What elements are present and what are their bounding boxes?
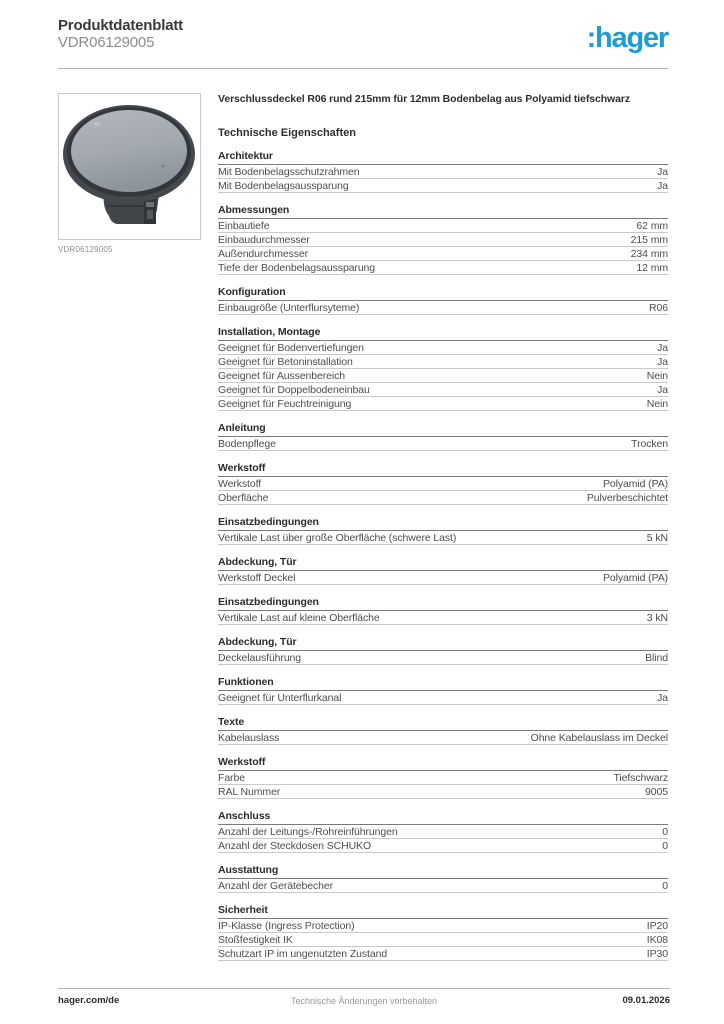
spec-label: Werkstoff Deckel xyxy=(218,571,296,584)
spec-row xyxy=(218,437,668,451)
footer-disclaimer: Technische Änderungen vorbehalten xyxy=(290,996,438,1006)
spec-section xyxy=(218,286,668,315)
spec-label: Geeignet für Doppelbodeneinbau xyxy=(218,383,370,396)
content-area xyxy=(0,69,724,961)
section-title: Abmessungen xyxy=(218,204,668,219)
spec-label: Einbaugröße (Unterflursyteme) xyxy=(218,301,360,314)
spec-value: 9005 xyxy=(645,785,668,798)
section-title: Ausstattung xyxy=(218,864,668,879)
spec-value: 0 xyxy=(662,879,668,892)
document-title: Produktdatenblatt xyxy=(58,17,183,34)
spec-section xyxy=(218,596,668,625)
product-reference: VDR06129005 xyxy=(58,34,155,51)
image-column xyxy=(58,93,203,961)
spec-row xyxy=(218,491,668,505)
section-title: Funktionen xyxy=(218,676,668,691)
section-title: Werkstoff xyxy=(218,756,668,771)
spec-row xyxy=(218,879,668,893)
product-image-caption: VDR06129005 xyxy=(58,245,113,254)
spec-label: IP-Klasse (Ingress Protection) xyxy=(218,919,355,932)
spec-value: Blind xyxy=(645,651,668,664)
spec-section xyxy=(218,326,668,411)
spec-row xyxy=(218,571,668,585)
spec-label: Außendurchmesser xyxy=(218,247,309,260)
spec-label: Anzahl der Steckdosen SCHUKO xyxy=(218,839,372,852)
spec-section xyxy=(218,636,668,665)
spec-value: 5 kN xyxy=(646,531,668,544)
spec-label: Anzahl der Leitungs-/Rohreinführungen xyxy=(218,825,398,838)
spec-row xyxy=(218,825,668,839)
spec-row xyxy=(218,179,668,193)
spec-row xyxy=(218,731,668,745)
spec-value: IP20 xyxy=(646,919,668,932)
spec-label: Farbe xyxy=(218,771,245,784)
spec-value: Tiefschwarz xyxy=(613,771,668,784)
spec-label: Geeignet für Bodenvertiefungen xyxy=(218,341,364,354)
spec-row xyxy=(218,261,668,275)
header-titles xyxy=(58,17,183,51)
spec-row xyxy=(218,531,668,545)
spec-label: Werkstoff xyxy=(218,477,262,490)
spec-label: Mit Bodenbelagsschutzrahmen xyxy=(218,165,360,178)
tech-properties-heading: Technische Eigenschaften xyxy=(218,127,356,139)
spec-section xyxy=(218,422,668,451)
section-title: Architektur xyxy=(218,150,668,165)
section-title: Werkstoff xyxy=(218,462,668,477)
section-title: Einsatzbedingungen xyxy=(218,596,668,611)
spec-label: Deckelausführung xyxy=(218,651,302,664)
spec-label: Kabelauslass xyxy=(218,731,280,744)
spec-label: Schutzart IP im ungenutzten Zustand xyxy=(218,947,388,960)
footer-website: hager.com/de xyxy=(58,995,120,1006)
spec-value: Trocken xyxy=(631,437,668,450)
spec-section xyxy=(218,904,668,961)
footer-date: 09.01.2026 xyxy=(622,995,670,1006)
spec-label: Oberfläche xyxy=(218,491,269,504)
spec-label: Geeignet für Unterflurkanal xyxy=(218,691,342,704)
spec-label: Anzahl der Gerätebecher xyxy=(218,879,334,892)
spec-row xyxy=(218,611,668,625)
section-title: Installation, Montage xyxy=(218,326,668,341)
spec-value: R06 xyxy=(649,301,668,314)
spec-label: Mit Bodenbelagsaussparung xyxy=(218,179,349,192)
spec-label: Einbaudurchmesser xyxy=(218,233,310,246)
spec-value: 234 mm xyxy=(630,247,668,260)
section-title: Einsatzbedingungen xyxy=(218,516,668,531)
spec-section xyxy=(218,204,668,275)
section-title: Abdeckung, Tür xyxy=(218,556,668,571)
spec-value: Nein xyxy=(646,397,668,410)
spec-label: Bodenpflege xyxy=(218,437,276,450)
spec-row xyxy=(218,369,668,383)
spec-section xyxy=(218,516,668,545)
page-footer xyxy=(58,988,670,1024)
spec-label: Einbautiefe xyxy=(218,219,270,232)
spec-value: Ja xyxy=(657,179,668,192)
spec-label: Geeignet für Aussenbereich xyxy=(218,369,345,382)
product-title: Verschlussdeckel R06 rund 215mm für 12mm Bodenbelag aus Polyamid tiefschwarz xyxy=(218,93,630,105)
spec-row xyxy=(218,355,668,369)
spec-value: 3 kN xyxy=(646,611,668,624)
spec-label: Vertikale Last auf kleine Oberfläche xyxy=(218,611,380,624)
product-photo xyxy=(58,93,201,240)
spec-value: 0 xyxy=(662,825,668,838)
spec-row xyxy=(218,919,668,933)
spec-column xyxy=(218,93,668,961)
spec-value: 0 xyxy=(662,839,668,852)
spec-section xyxy=(218,716,668,745)
spec-row xyxy=(218,383,668,397)
spec-sections xyxy=(218,150,668,961)
spec-row xyxy=(218,651,668,665)
section-title: Anleitung xyxy=(218,422,668,437)
spec-section xyxy=(218,556,668,585)
spec-value: Ja xyxy=(657,383,668,396)
spec-value: IP30 xyxy=(646,947,668,960)
spec-value: Ja xyxy=(657,691,668,704)
spec-label: Geeignet für Betoninstallation xyxy=(218,355,353,368)
floor-cover-illustration xyxy=(59,94,200,239)
spec-row xyxy=(218,219,668,233)
spec-value: Ja xyxy=(657,165,668,178)
spec-section xyxy=(218,864,668,893)
section-title: Texte xyxy=(218,716,668,731)
spec-label: Stoßfestigkeit IK xyxy=(218,933,293,946)
spec-row xyxy=(218,341,668,355)
spec-value: Nein xyxy=(646,369,668,382)
spec-section xyxy=(218,756,668,799)
footer-row xyxy=(58,989,670,1006)
spec-value: Polyamid (PA) xyxy=(602,571,668,584)
spec-value: IK08 xyxy=(646,933,668,946)
spec-row xyxy=(218,233,668,247)
section-title: Abdeckung, Tür xyxy=(218,636,668,651)
section-title: Anschluss xyxy=(218,810,668,825)
spec-section xyxy=(218,676,668,705)
spec-row xyxy=(218,947,668,961)
spec-section xyxy=(218,150,668,193)
hager-logo: :hager xyxy=(586,22,668,54)
spec-row xyxy=(218,691,668,705)
spec-value: 12 mm xyxy=(636,261,668,274)
spec-value: Ohne Kabelauslass im Deckel xyxy=(530,731,668,744)
spec-label: Tiefe der Bodenbelagsaussparung xyxy=(218,261,376,274)
spec-row xyxy=(218,785,668,799)
spec-value: Ja xyxy=(657,341,668,354)
spec-value: 62 mm xyxy=(636,219,668,232)
spec-value: 215 mm xyxy=(630,233,668,246)
spec-row xyxy=(218,165,668,179)
spec-row xyxy=(218,477,668,491)
spec-row xyxy=(218,397,668,411)
spec-label: Vertikale Last über große Oberfläche (schwere Last) xyxy=(218,531,457,544)
spec-row xyxy=(218,771,668,785)
section-title: Sicherheit xyxy=(218,904,668,919)
page-header xyxy=(0,0,724,53)
spec-section xyxy=(218,462,668,505)
spec-section xyxy=(218,810,668,853)
spec-label: Geeignet für Feuchtreinigung xyxy=(218,397,352,410)
spec-value: Ja xyxy=(657,355,668,368)
spec-label: RAL Nummer xyxy=(218,785,281,798)
spec-row xyxy=(218,933,668,947)
spec-row xyxy=(218,301,668,315)
spec-row xyxy=(218,247,668,261)
spec-value: Polyamid (PA) xyxy=(602,477,668,490)
spec-value: Pulverbeschichtet xyxy=(586,491,668,504)
section-title: Konfiguration xyxy=(218,286,668,301)
spec-row xyxy=(218,839,668,853)
